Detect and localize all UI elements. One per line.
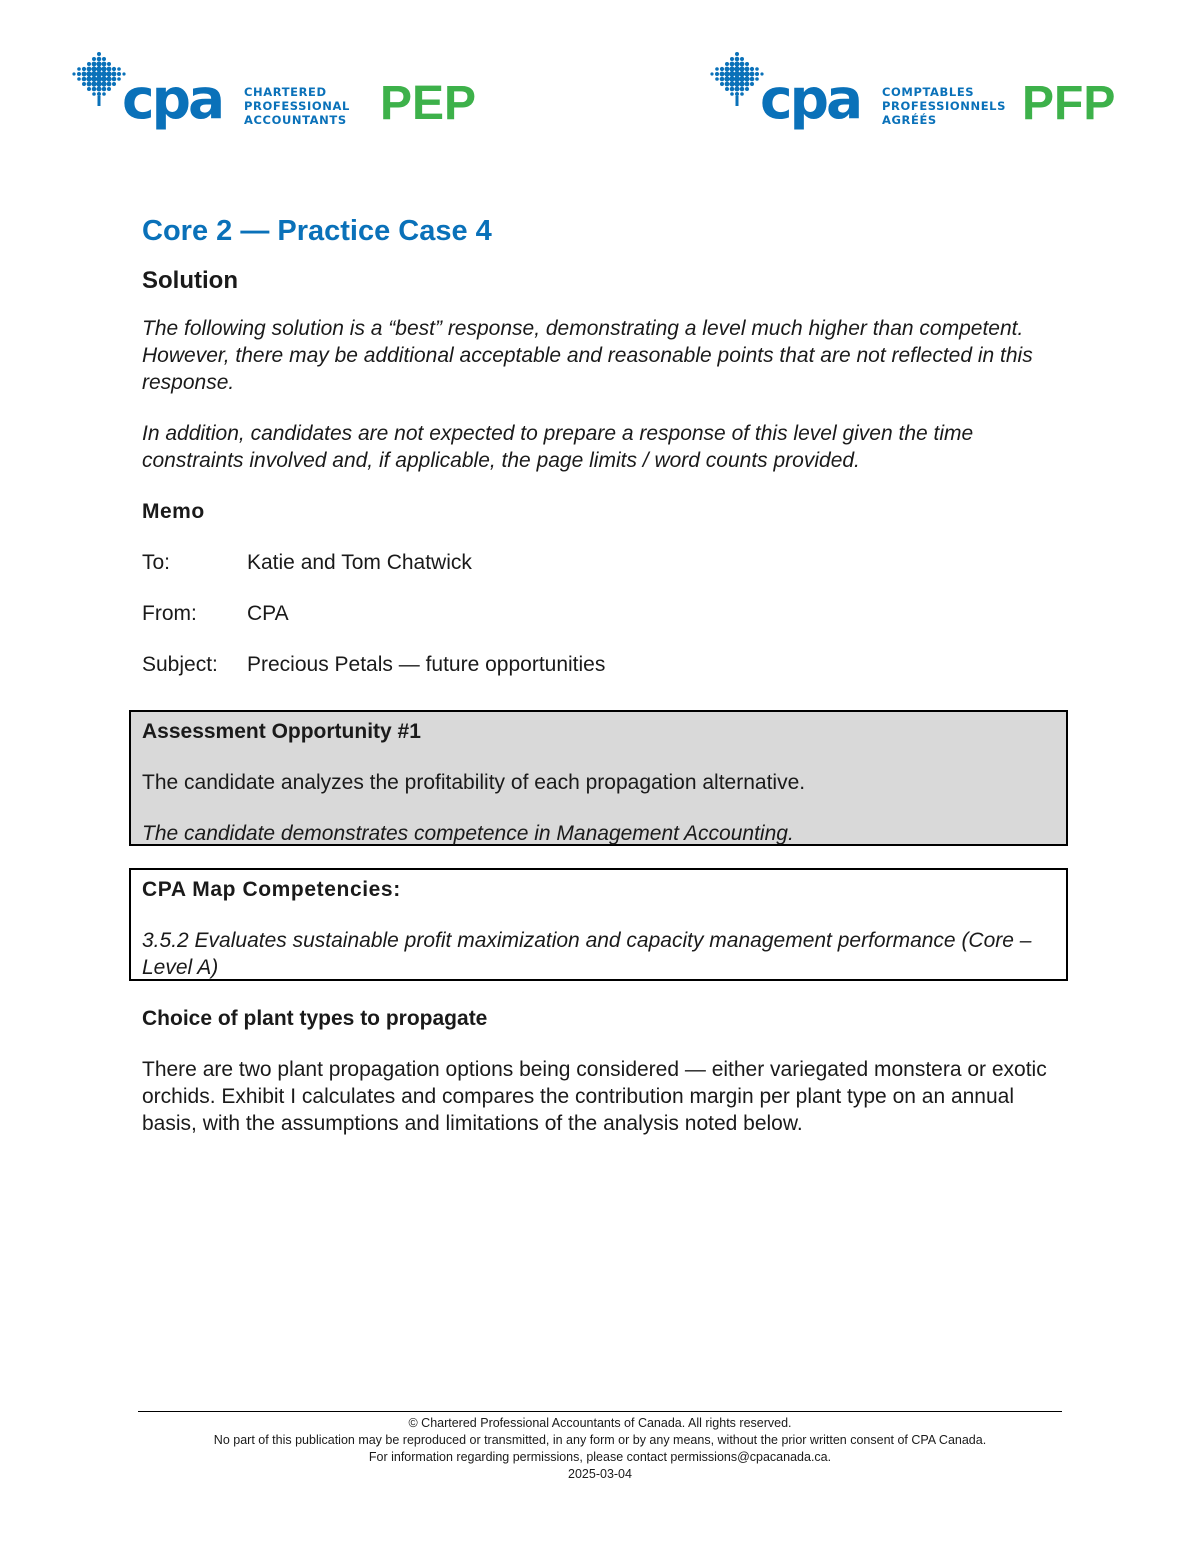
memo-subject-row [142,651,1058,678]
subsection-heading: Choice of plant types to propagate [142,1007,488,1030]
memo-to-row [142,549,1058,576]
page-title: Core 2 — Practice Case 4 [142,215,492,247]
subsection-paragraph: There are two plant propagation options being considered — either variegated monstera or exotic orchids. Exhibit I calculates and compares the contribution margin per plant type on an annual basis, with the assumptions and limitations of the analysis noted below. [142,1058,1047,1135]
footer-permissions: For information regarding permissions, please contact permissions@cpacanada.ca. [368,1450,832,1464]
competency-item: 3.5.2 Evaluates sustainable profit maximization and capacity management performance (Core – Level A) [142,929,1032,979]
program-label: PFP [1022,77,1116,130]
footer-copyright: © Chartered Professional Accountants of Canada. All rights reserved. [408,1416,792,1430]
assessment-heading: Assessment Opportunity #1 [142,720,421,743]
memo-heading: Memo [142,500,205,523]
cpa-logo-french [708,50,1138,140]
document-body [142,210,1058,678]
page-footer [138,1411,1062,1483]
program-label: PEP [380,77,477,130]
designation-text: COMPTABLES PROFESSIONNELS AGRÉÉS [882,85,1006,127]
section-title: Solution [142,267,238,294]
memo-from-row [142,600,1058,627]
memo-to-value: Katie and Tom Chatwick [247,551,472,574]
competencies-heading: CPA Map Competencies: [142,878,401,901]
maple-leaf-icon [70,50,128,112]
cpa-wordmark: cpa [760,67,861,131]
cpa-wordmark: cpa [122,67,223,131]
intro-paragraph-2: In addition, candidates are not expected to prepare a response of this level given the time constraints involved and, if applicable, the page limits / word counts provided. [142,422,974,472]
maple-leaf-icon [708,50,766,112]
competencies-box [129,868,1068,981]
assessment-competence: The candidate demonstrates competence in Management Accounting. [142,822,794,845]
assessment-opportunity-box [129,710,1068,846]
assessment-text: The candidate analyzes the profitability of each propagation alternative. [142,771,806,794]
memo-from-label: From: [142,602,197,625]
designation-text: CHARTERED PROFESSIONAL ACCOUNTANTS [244,85,350,127]
cpa-logo-english [70,50,510,140]
analysis-section [142,1005,1058,1137]
memo-to-label: To: [142,551,171,574]
footer-reproduction-notice: No part of this publication may be reproduced or transmitted, in any form or by any means, without the prior written consent of CPA Canada. [213,1433,987,1447]
intro-paragraph-1: The following solution is a “best” response, demonstrating a level much higher than competent. However, there may be additional acceptable and reasonable points that are not reflected in this response. [142,317,1033,394]
memo-subject-value: Precious Petals — future opportunities [247,653,606,676]
memo-from-value: CPA [247,602,289,625]
memo-subject-label: Subject: [142,653,218,676]
footer-date: 2025-03-04 [568,1467,632,1481]
